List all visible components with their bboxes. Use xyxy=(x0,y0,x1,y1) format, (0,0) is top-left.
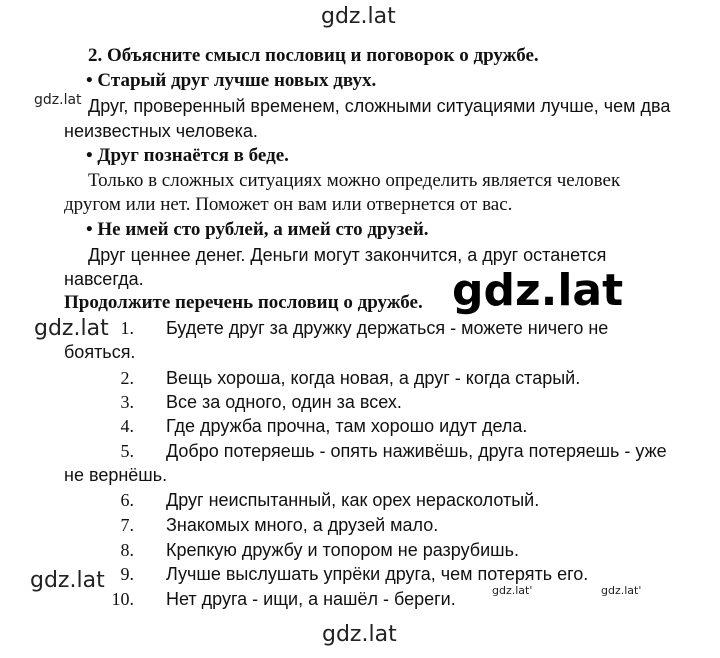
watermark-left: gdz.lat xyxy=(34,316,109,341)
list-item: Где дружба прочна, там хорошо идут дела. xyxy=(166,416,528,436)
list-item-number: 4. xyxy=(120,416,134,436)
list-item-number: 5. xyxy=(120,441,134,461)
watermark-bottom: gdz.lat xyxy=(322,622,397,647)
list-item: Лучше выслушать упрёки друга, чем потерять его. xyxy=(166,564,589,584)
list-item: Вещь хороша, когда новая, а друг - когда старый. xyxy=(166,368,581,388)
proverb-title: • Друг познаётся в беде. xyxy=(86,145,289,166)
list-item-number: 6. xyxy=(120,490,134,510)
list-item: Друг неиспытанный, как орех нерасколотый. xyxy=(166,490,540,510)
section2-heading: Продолжите перечень пословиц о дружбе. xyxy=(64,292,423,313)
proverb-title: • Старый друг лучше новых двух. xyxy=(86,70,377,91)
list-item: Все за одного, один за всех. xyxy=(166,392,402,412)
proverb-explanation-line: навсегда. xyxy=(64,269,144,289)
list-item: Будете друг за дружку держаться - можете ничего не xyxy=(166,318,609,338)
list-item-continuation: не вернёшь. xyxy=(64,465,168,485)
list-item: Нет друга - ищи, а нашёл - береги. xyxy=(166,589,456,609)
list-item-number: 7. xyxy=(120,515,134,535)
list-item: Крепкую дружбу и топором не разрубишь. xyxy=(166,540,519,560)
list-item-number: 8. xyxy=(120,540,134,560)
watermark-small: gdz.lat xyxy=(34,92,82,108)
proverb-explanation-line: другом или нет. Поможет он вам или отвернется от вас. xyxy=(64,194,513,215)
proverb-title: • Не имей сто рублей, а имей сто друзей. xyxy=(86,219,429,240)
watermark-top: gdz.lat xyxy=(321,4,396,29)
watermark-big: gdz.lat xyxy=(452,265,624,316)
list-item: Добро потеряешь - опять наживёшь, друга потеряешь - уже xyxy=(166,441,667,461)
list-item-number: 3. xyxy=(120,392,134,412)
proverb-explanation-line: неизвестных человека. xyxy=(64,121,258,141)
watermark-tiny: gdz.lat' xyxy=(492,584,533,597)
list-item-number: 9. xyxy=(120,564,134,584)
proverb-explanation-line: Друг, проверенный временем, сложными ситуациями лучше, чем два xyxy=(88,96,671,116)
watermark-tiny: gdz.lat' xyxy=(601,584,642,597)
list-item: Знакомых много, а друзей мало. xyxy=(166,515,439,535)
section1-heading: 2. Объясните смысл пословиц и поговорок о дружбе. xyxy=(88,45,539,66)
watermark-left: gdz.lat xyxy=(30,568,105,593)
proverb-explanation-line: Только в сложных ситуациях можно определить является человек xyxy=(88,170,621,191)
proverb-explanation-line: Друг ценнее денег. Деньги могут закончится, а друг останется xyxy=(88,245,607,265)
list-item-number: 2. xyxy=(120,368,134,388)
list-item-number: 10. xyxy=(111,589,134,609)
list-item-number: 1. xyxy=(120,318,134,338)
list-item-continuation: бояться. xyxy=(64,342,136,362)
